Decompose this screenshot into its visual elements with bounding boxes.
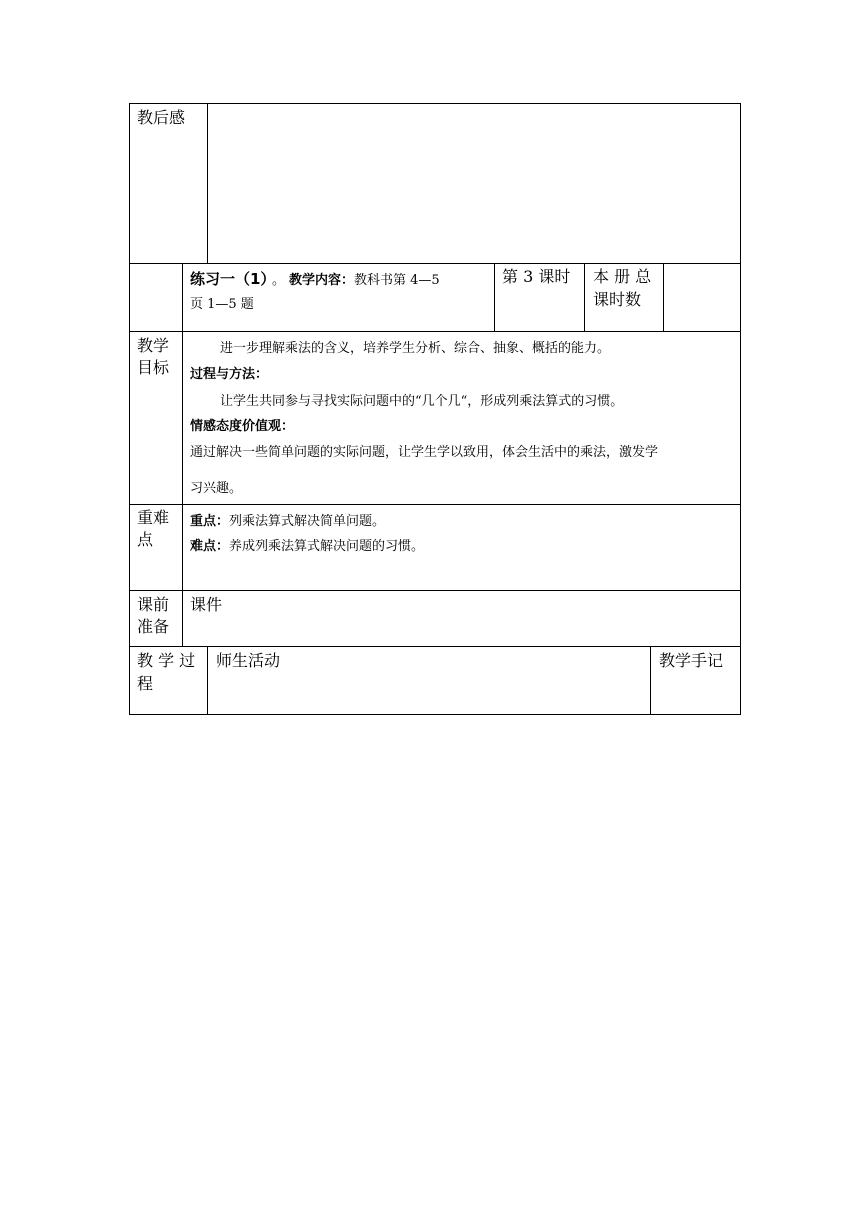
table-rule	[584, 263, 585, 331]
preparation-value: 课件	[190, 595, 223, 614]
total-periods-label: 本 册 总	[593, 267, 652, 286]
table-rule	[650, 646, 651, 714]
process-heading: 过程与方法：	[190, 367, 269, 382]
preparation-label-line2: 准备	[137, 617, 170, 636]
table-rule	[182, 331, 183, 646]
table-rule	[494, 263, 495, 331]
table-border-left	[129, 103, 130, 715]
emotion-heading: 情感态度价值观：	[190, 419, 295, 434]
table-border-right	[740, 103, 741, 715]
process-label-line2: 程	[137, 674, 154, 693]
key-points-label-line2: 点	[137, 530, 154, 549]
table-rule	[129, 263, 741, 264]
title-separator: 。	[271, 273, 285, 288]
key-point	[190, 515, 385, 528]
table-border-bottom	[129, 714, 741, 715]
objectives-label: 教学	[137, 336, 170, 355]
lesson-period: 第 3 课时	[502, 267, 571, 286]
emotion-objective: 通过解决一些简单问题的实际问题，让学生学以致用，体会生活中的乘法，激发学	[190, 445, 659, 460]
lesson-title: 练习一（1）	[190, 270, 268, 288]
table-rule	[663, 263, 664, 331]
total-periods-label-line2: 课时数	[593, 290, 642, 309]
key-point-heading: 重点：	[190, 514, 230, 529]
table-rule	[207, 103, 208, 263]
content-label: 教学内容：	[288, 273, 354, 288]
key-points-label: 重难	[137, 508, 170, 527]
content-text: 教科书第 4—5	[353, 273, 440, 288]
table-border-top	[129, 103, 741, 104]
notes-column-header: 教学手记	[659, 651, 724, 670]
emotion-objective-continued: 习兴趣。	[190, 481, 243, 496]
table-rule	[129, 590, 741, 591]
content-text-continued: 页 1—5 题	[190, 297, 254, 312]
difficulty-heading: 难点：	[190, 539, 230, 554]
difficulty-text: 养成列乘法算式解决问题的习惯。	[229, 539, 425, 554]
lesson-title-line	[190, 271, 440, 287]
key-point-text: 列乘法算式解决简单问题。	[229, 514, 386, 529]
activity-column-header: 师生活动	[216, 651, 281, 670]
process-objective: 让学生共同参与寻找实际问题中的“几个几“，形成列乘法算式的习惯。	[220, 394, 624, 409]
table-rule	[129, 331, 741, 332]
reflection-label: 教后感	[137, 108, 186, 127]
difficulty-point	[190, 540, 424, 553]
objectives-label-line2: 目标	[137, 358, 170, 377]
process-label: 教 学 过	[137, 651, 196, 670]
preparation-label: 课前	[137, 595, 170, 614]
knowledge-objective: 进一步理解乘法的含义，培养学生分析、综合、抽象、概括的能力。	[220, 341, 611, 356]
table-rule	[207, 646, 208, 714]
table-rule	[182, 263, 183, 331]
table-rule	[129, 504, 741, 505]
